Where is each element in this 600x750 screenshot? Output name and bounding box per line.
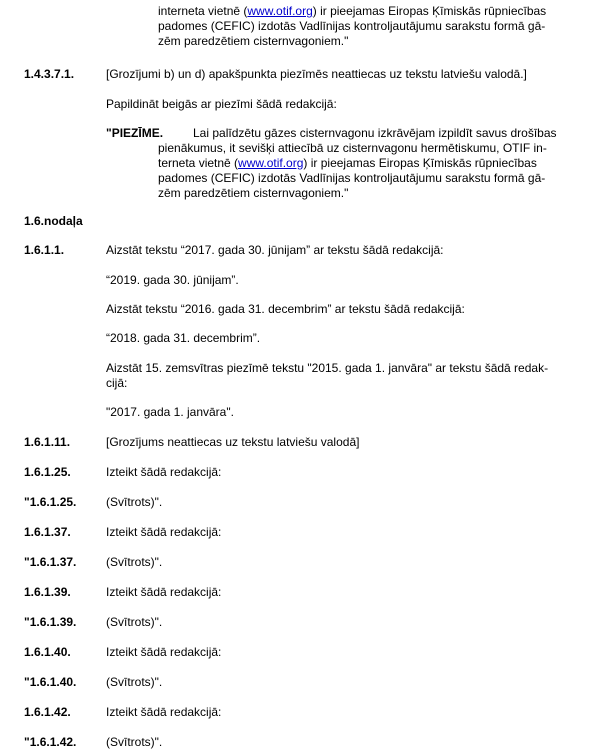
amendment-instruction: Izteikt šādā redakcijā: <box>106 585 222 599</box>
section-number: 1.6.1.39. <box>24 585 71 599</box>
deleted-marker: (Svītrots)". <box>106 555 163 569</box>
amendment-paragraph: "2017. gada 1. janvāra". <box>106 405 234 419</box>
otif-link[interactable]: www.otif.org <box>247 4 313 18</box>
section-text: [Grozījums neattiecas uz tekstu latviešu valodā] <box>106 435 360 449</box>
section-number: 1.6.1.40. <box>24 645 71 659</box>
amendment-instruction: Izteikt šādā redakcijā: <box>106 705 222 719</box>
note-line-1: Lai palīdzētu gāzes cisternvagonu izkrāvējam izpildīt savus drošības <box>193 126 557 140</box>
quoted-section-number: "1.6.1.42. <box>24 735 77 749</box>
supplement-instruction: Papildināt beigās ar piezīmi šādā redakcijā: <box>106 97 337 111</box>
deleted-marker: (Svītrots)". <box>106 615 163 629</box>
amendment-instruction: Izteikt šādā redakcijā: <box>106 465 222 479</box>
chapter-heading: 1.6.nodaļa <box>24 214 83 228</box>
amendment-paragraph: Aizstāt tekstu “2017. gada 30. jūnijam” ar tekstu šādā redakcijā: <box>106 243 444 257</box>
note-label-text: "PIEZĪME. <box>106 126 164 140</box>
deleted-marker: (Svītrots)". <box>106 735 163 749</box>
amendment-paragraph: Aizstāt tekstu “2016. gada 31. decembrim” ar tekstu šādā redakcijā: <box>106 302 465 316</box>
amendment-paragraph: “2019. gada 30. jūnijam”. <box>106 273 239 287</box>
note-line-4: padomes (CEFIC) izdotās Vadlīnijas kontroljautājumu sarakstu formā gā- <box>158 171 546 185</box>
section-number: 1.6.1.11. <box>24 435 71 449</box>
note-line-5: zēm paredzētiem cisternvagoniem." <box>158 186 349 200</box>
section-text: [Grozījumi b) un d) apakšpunkta piezīmēs neattiecas uz tekstu latviešu valodā.] <box>106 67 527 81</box>
deleted-marker: (Svītrots)". <box>106 495 163 509</box>
amendment-paragraph: “2018. gada 31. decembrim”. <box>106 331 261 345</box>
note-label <box>106 126 163 140</box>
amendment-instruction: Izteikt šādā redakcijā: <box>106 645 222 659</box>
top-quote-text: ) ir pieejamas Eiropas Ķīmiskās rūpniecības <box>312 4 547 18</box>
section-number: 1.6.1.1. <box>24 243 65 257</box>
top-quote-text: interneta vietnē ( <box>158 4 248 18</box>
section-number: 1.4.3.7.1. <box>24 67 75 81</box>
note-line-2: pienākumus, it sevišķi attiecībā uz cisternvagonu hermētiskumu, OTIF in- <box>158 141 547 155</box>
amendment-instruction: Izteikt šādā redakcijā: <box>106 525 222 539</box>
quoted-section-number: "1.6.1.40. <box>24 675 77 689</box>
amendment-paragraph: cijā: <box>106 376 128 390</box>
top-quote-line-1 <box>158 4 590 18</box>
quoted-section-number: "1.6.1.37. <box>24 555 77 569</box>
note-line-3 <box>158 156 537 170</box>
quoted-section-number: "1.6.1.25. <box>24 495 77 509</box>
otif-link[interactable]: www.otif.org <box>238 156 304 170</box>
note-text: ) ir pieejamas Eiropas Ķīmiskās rūpniecības <box>303 156 537 170</box>
quoted-section-number: "1.6.1.39. <box>24 615 77 629</box>
top-quote-line-2: padomes (CEFIC) izdotās Vadlīnijas kontroljautājumu sarakstu formā gā- <box>158 19 546 33</box>
section-number: 1.6.1.25. <box>24 465 71 479</box>
deleted-marker: (Svītrots)". <box>106 675 163 689</box>
amendment-paragraph: Aizstāt 15. zemsvītras piezīmē tekstu "2015. gada 1. janvāra" ar tekstu šādā redak- <box>106 361 549 375</box>
top-quote-line-3: zēm paredzētiem cisternvagoniem." <box>158 34 349 48</box>
section-number: 1.6.1.37. <box>24 525 71 539</box>
section-number: 1.6.1.42. <box>24 705 71 719</box>
note-text: terneta vietnē ( <box>158 156 239 170</box>
